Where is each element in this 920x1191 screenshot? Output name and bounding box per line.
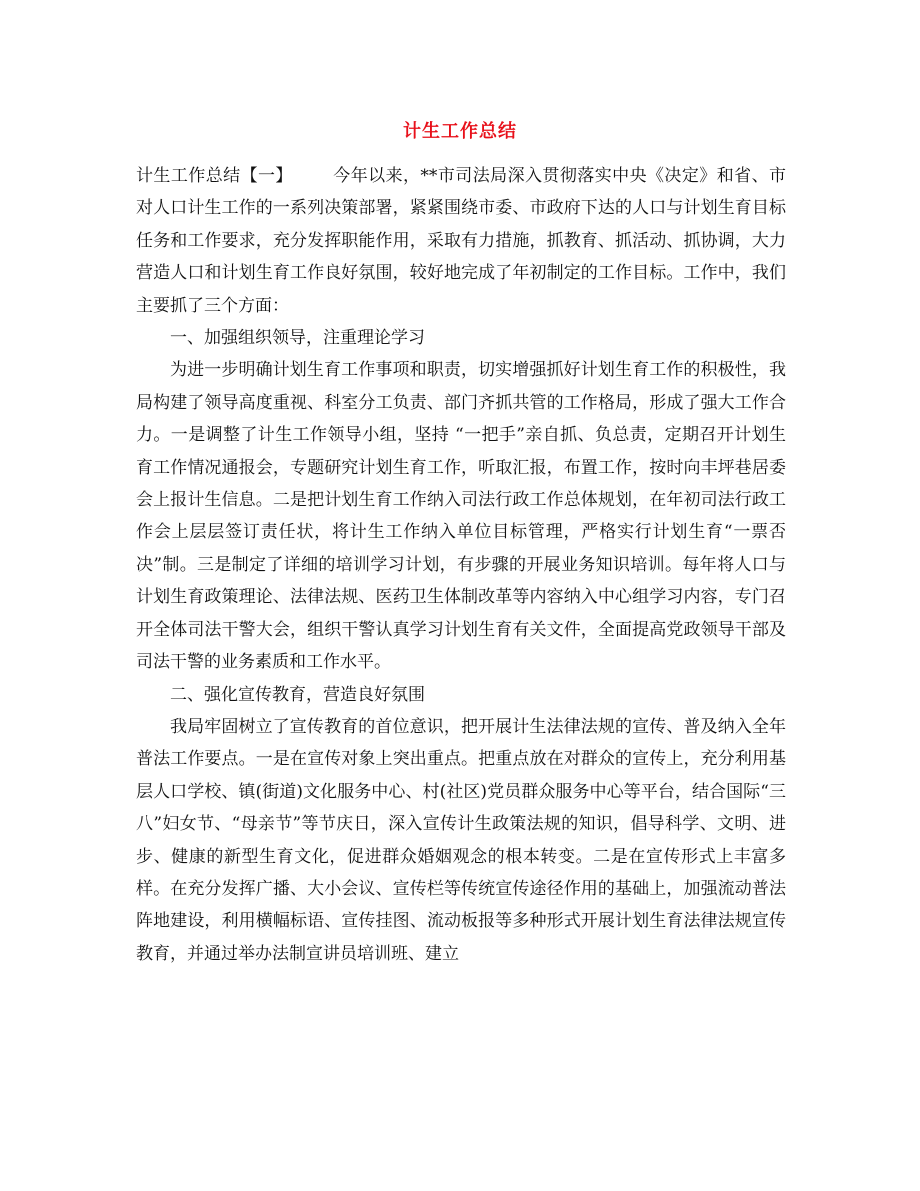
section-heading-2: 二、强化宣传教育，营造良好氛围: [170, 684, 425, 705]
document-title: 计生工作总结: [403, 121, 517, 142]
intro-paragraph: [136, 160, 786, 322]
section-heading-1: 一、加强组织领导，注重理论学习: [170, 328, 425, 349]
section-paragraph-2: 我局牢固树立了宣传教育的首位意识，把开展计生法律法规的宣传、普及纳入全年普法工作要点。一是在宣传对象上突出重点。把重点放在对群众的宣传上，充分利用基层人口学校、镇(街道)文化服务中心、村(社区)党员群众服务中心等平台，结合国际“三八”妇女节、“母亲节”等节庆日，深入宣传计生政策法规的知识，倡导科学、文明、进步、健康的新型生育文化，促进群众婚姻观念的根本转变。二是在宣传形式上丰富多样。在充分发挥广播、大小会议、宣传栏等传统宣传途径作用的基础上，加强流动普法阵地建设，利用横幅标语、宣传挂图、流动板报等多种形式开展计划生育法律法规宣传教育，并通过举办法制宣讲员培训班、建立: [136, 716, 786, 964]
document-body: [136, 160, 786, 970]
section-paragraph-1: 为进一步明确计划生育工作事项和职责，切实增强抓好计划生育工作的积极性，我局构建了领导高度重视、科室分工负责、部门齐抓共管的工作格局，形成了强大工作合力。一是调整了计生工作领导小组，坚持 “一把手”亲自抓、负总责，定期召开计划生育工作情况通报会，专题研究计划生育工作，听取汇报，布置工作，按时向丰坪巷居委会上报计生信息。二是把计划生育工作纳入司法行政工作总体规划，在年初司法行政工作会上层层签订责任状，将计生工作纳入单位目标管理，严格实行计划生育“一票否决”制。三是制定了详细的培训学习计划，有步骤的开展业务知识培训。每年将人口与计划生育政策理论、法律法规、医药卫生体制改革等内容纳入中心组学习内容，专门召开全体司法干警大会，组织干警认真学习计划生育有关文件，全面提高党政领导干部及司法干警的业务素质和工作水平。: [136, 360, 786, 673]
intro-text: 今年以来，**市司法局深入贯彻落实中央《决定》和省、市对人口计生工作的一系列决策部署，紧紧围绕市委、市政府下达的人口与计划生育目标任务和工作要求，充分发挥职能作用，采取有力措施，抓教育、抓活动、抓协调，大力营造人口和计划生育工作良好氛围，较好地完成了年初制定的工作目标。工作中，我们主要抓了三个方面：: [136, 166, 787, 316]
intro-label: 计生工作总结【一】: [136, 166, 293, 186]
